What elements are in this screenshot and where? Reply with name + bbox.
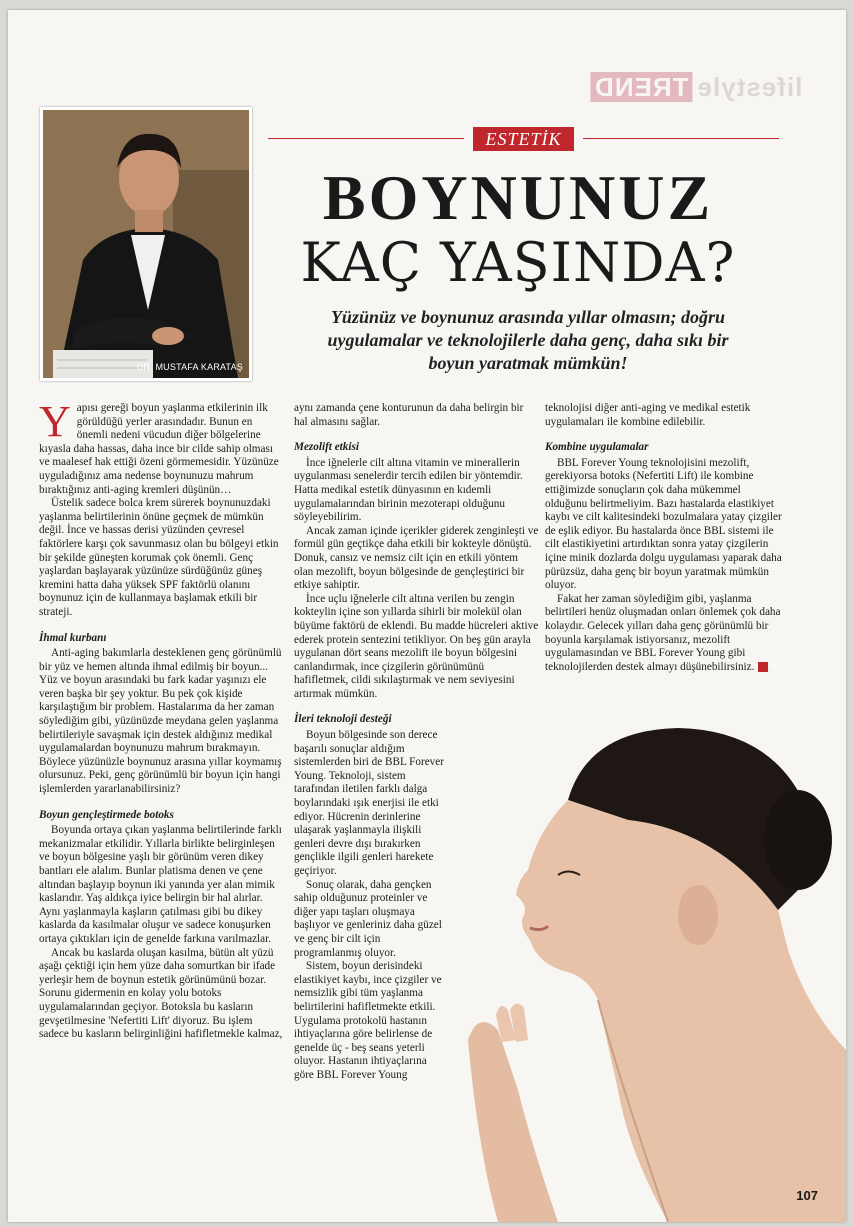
paragraph: Sistem, boyun derisindeki elastikiyet kaybı, ince çizgiler ve nemsizlik gibi tüm yaşlanma belirtilerini hafifletmekte etkili. Uygulama protokolü hastanın ihtiyaçlarına göre belirlense de genelde üç - beş seans yeterli oluyor. Hastanın ihtiyaçlarına göre BBL Forever Young: [294, 960, 442, 1081]
paragraph-text: apısı gereği boyun yaşlanma etkilerinin ilk görüldüğü yerler arasındadır. Bunun en önemli nedeni vücudun diğer bölgelerine kıyasla daha hassas, daha ince bir cilde sahip olması ve maalesef hak ettiği özeni görmemesidir. Yüzünüze uyguladığınız ama nedense boynunuzu mahrum bıraktığınız anti-aging kremleri düşünün…: [39, 402, 279, 496]
paragraph: [545, 593, 785, 675]
subheading: Mezolift etkisi: [294, 441, 359, 454]
paragraph: İnce iğnelerle cilt altına vitamin ve minerallerin uygulanması senelerdir tercih edilen bir yöntemdir. Hatta medikal estetik dünyasının en kıdemli uygulamalarından birinin mezoterapi olduğunu söyleyebilirim.: [294, 456, 523, 524]
subheading: Kombine uygulamalar: [545, 441, 649, 454]
subheading: İhmal kurbanı: [39, 631, 107, 644]
portrait-illustration: [43, 110, 249, 378]
section-rule-right: [583, 138, 779, 139]
paragraph: [39, 397, 283, 497]
paragraph: Anti-aging bakımlarla desteklenen genç görünümlü bir yüz ve hemen altında ihmal edilmiş bir boyun... Yüz ve boyun arasındaki bu fark kadar yaşınızı ele veren başka bir şey yoktur. Bu pek çok kişide karşılaştığım bir problem. Hastalarıma da her zaman söylediğim gibi, yüzünüzde meydana gelen yaşlanma belirtileriyle savaşmak için destek aldığınız medikal uygulamalardan boynunuzu mahrum bırakmayın. Böylece yüzünüzle boynunuz arasına yıllar koymamış olursunuz. Peki, genç görünümlü bir boyun için hangi işlemlerden yararlanabilirsiniz?: [39, 647, 282, 796]
article-column-3: [545, 402, 785, 674]
photo-caption: DR. MUSTAFA KARATAŞ: [136, 362, 243, 372]
brand-name: lifestyle: [696, 72, 802, 102]
brand-box: TREND: [590, 72, 693, 102]
paragraph-text: Fakat her zaman söylediğim gibi, yaşlanma belirtileri henüz oluşmadan onları önlemek çok daha kolaydır. Gelecek yılları daha genç görünümlü bir boyunla karşılamak istiyorsanız, mezolift uygulamasından ve BBL Forever Young gibi teknolojilerden destek almayı düşünebilirsiniz.: [545, 592, 781, 673]
headline-line-1: BOYNUNUZ: [322, 162, 714, 233]
author-photo: [40, 107, 252, 381]
paragraph: İnce uçlu iğnelerle cilt altına verilen bu zengin kokteylin içine son yıllarda sihirli bir molekül olan büyüme faktörü de eklendi. Bu madde hücreleri aktive ederek protein sentezini tetikliyor. On beş gün arayla uygulanan dört seans mezolift ile boyun bölgesini canlandırmak, ince çizgilerin görünümünü hafifletmek, cildi sıkılaştırmak ve nem seviyesini artırmak mümkün.: [294, 592, 539, 700]
woman-neck-illustration: [418, 710, 846, 1222]
subheading: İleri teknoloji desteği: [294, 713, 392, 726]
paragraph: Üstelik sadece bolca krem sürerek boynunuzdaki yaşlanma belirtilerinin önüne geçmek de mümkün değil. İnce ve hassas derisi yüzünden çevresel faktörlere karşı çok savunmasız olan bu bölgeyi etkin bir şekilde güneşten korumak çok önemli. Genç yaşlardan başlayarak yüzünüze sürdüğünüz güneş kremini hatta daha yüksek SPF faktörlü olanını boynunuz için de kullanmaya başlamak etkili bir strateji.: [39, 497, 279, 618]
section-badge: ESTETİK: [473, 127, 574, 151]
subheading: Boyun gençleştirmede botoks: [39, 808, 174, 821]
paragraph: teknolojisi diğer anti-aging ve medikal estetik uygulamaları ile kombine edilebilir.: [545, 402, 751, 428]
paragraph: Ancak zaman içinde içerikler giderek zenginleşti ve formül gün geçtikçe daha etkili bir kokteyle dönüştü. Donuk, cansız ve nemsiz cilt için en etkili yöntem olan mezolift, boyun bölgesinde de gençleştirici bir etkiye sahiptir.: [294, 524, 539, 592]
page-number: 107: [796, 1188, 818, 1203]
paragraph: aynı zamanda çene konturunun da daha belirgin bir hal almasını sağlar.: [294, 402, 524, 428]
magazine-brand-mirrored: [590, 72, 802, 103]
headline-line-2: KAÇ YAŞINDA?: [300, 231, 736, 294]
magazine-page: [8, 10, 846, 1222]
paragraph: BBL Forever Young teknolojisini mezolift, gerekiyorsa botoks (Nefertiti Lift) ile kombine ettiğimizde sonuçların çok daha mükemmel olduğunu belirtmeliyim. Bazı hastalarda elastikiyet kaybı ve cilt kalitesindeki bozulmalara yatay çizgiler de eşlik ediyor. Bu hastalarda önce BBL sistemi ile cilt elastikiyetini artırdıktan sonra yatay çizgilerin içine minik dozlarda dolgu uygulaması yaparak daha pürüzsüz, daha genç bir boyun yaratmak mümkün oluyor.: [545, 456, 782, 592]
paragraph: Boyun bölgesinde son derece başarılı sonuçlar aldığım sistemlerden biri de BBL Forever Young. Teknoloji, sistem tarafından iletilen farklı dalga boylarındaki ışık enerjisi ile etki ediyor. Hücrenin derinlerine ulaşarak yaşlanmayla ilişkili genleri devre dışı bırakırken gençlikle ilgili genleri harekete geçiriyor.: [294, 729, 444, 877]
end-mark: H: [758, 662, 768, 672]
paragraph: Ancak bu kaslarda oluşan kasılma, bütün alt yüzü aşağı çektiği için hem yüze daha somurtkan bir ifade yerleşir hem de boynun estetik görünümünü bozar. Sorunu gidermenin en kolay yolu botoks uygulamalarından geçiyor. Botoksla bu kasların gevşetilmesine 'Nefertiti Lift' diyoruz. Bu işlem sadece bu kasların belirginliğini hafifletmekle kalmaz,: [39, 946, 283, 1041]
drop-cap: Y: [39, 397, 71, 446]
paragraph: Boyunda ortaya çıkan yaşlanma belirtilerinde farklı mekanizmalar etkilidir. Yıllarla birlikte belirginleşen ve boyun bölgesine yaşlı bir görünüm veren dikey bantları ele alalım. Bunlar platisma denen ve çene altından başlayıp boynun iki yanında yer alan mimik kaslarıdır. Yaş aldıkça iyice belirgin bir hal alırlar. Aynı yaşlanmayla kaşların çatılması gibi bu dikey kaslarda da kasılmalar oluşur ve sadece konuşurken ortaya çıktıkları için de genelde farkına varılmazlar.: [39, 824, 282, 945]
article-column-1: [39, 397, 283, 1042]
section-rule-left: [268, 138, 464, 139]
paragraph: Sonuç olarak, daha gençken sahip olduğunuz proteinler ve diğer yapı taşları oluşmaya başlıyor ve genleriniz daha güzel ve genç bir cilt için programlanmış oluyor.: [294, 878, 442, 959]
lead-paragraph: Yüzünüz ve boynunuz arasında yıllar olmasın; doğru uygulamalar ve teknolojilerle daha genç, daha sıkı bir boyun yaratmak mümkün!: [327, 307, 729, 373]
